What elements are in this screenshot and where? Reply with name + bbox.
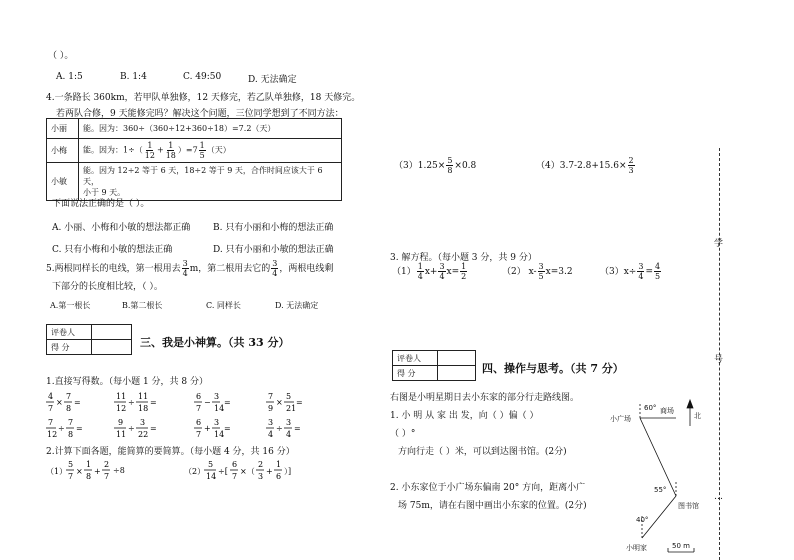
q5-line2: 下部分的长度相比较，（ ）。	[52, 282, 163, 292]
svg-text:6: 6	[232, 460, 238, 469]
q3-tail: （ ）。	[48, 51, 74, 61]
r-q1-line2: （ ）°	[390, 429, 416, 439]
eq1-label: （1）	[392, 267, 416, 277]
frac-num: 1	[461, 262, 467, 271]
svg-text:8: 8	[66, 404, 72, 413]
fraction	[538, 262, 545, 281]
svg-text:3: 3	[214, 418, 220, 427]
svg-text:11: 11	[116, 392, 127, 401]
grader-cell[interactable]	[92, 325, 132, 340]
grader-label: 评卷人	[393, 351, 438, 366]
svg-text:7: 7	[66, 392, 72, 401]
svg-text:14: 14	[206, 472, 217, 481]
svg-text:6: 6	[276, 472, 282, 481]
q5-option-c: C. 同样长	[206, 301, 241, 310]
eq2-tail: x=3.2	[545, 267, 573, 277]
svg-text:1: 1	[276, 460, 282, 469]
svg-text:22: 22	[138, 430, 149, 439]
method-text-a: 能。因为：1÷（	[83, 145, 143, 155]
svg-text:7: 7	[48, 418, 54, 427]
fraction	[438, 262, 445, 281]
r-s3: 3. 解方程。（每小题 3 分，共 9 分）	[390, 253, 537, 263]
student-name: 小丽	[47, 119, 79, 139]
frac-num: 1	[147, 141, 153, 150]
svg-text:3: 3	[140, 418, 146, 427]
svg-text:14: 14	[214, 430, 225, 439]
frac-num: 3	[538, 262, 544, 271]
calc-row	[46, 458, 336, 489]
svg-text:6: 6	[196, 392, 202, 401]
r-q1-line1: 1. 小 明 从 家 出 发，向（ ）偏（ ）	[390, 411, 539, 421]
fraction	[165, 141, 177, 160]
fraction	[271, 259, 278, 278]
table-row	[47, 119, 342, 139]
svg-text:7: 7	[232, 472, 238, 481]
method-text-c: （天）	[206, 145, 231, 155]
angle-60: 60°	[644, 404, 657, 412]
svg-text:4: 4	[48, 392, 54, 401]
svg-text:3: 3	[258, 472, 264, 481]
r-q1-line3: 方向行走（ ）米，可以到达图书馆。(2分)	[398, 447, 567, 457]
margin-char: 学	[714, 239, 724, 249]
frac-num: 1	[199, 141, 205, 150]
q3-option-b: B. 1:4	[120, 72, 147, 82]
frac-den: 12	[144, 151, 155, 160]
frac-den: 4	[417, 272, 423, 281]
svg-text:6: 6	[196, 418, 202, 427]
r-q4	[536, 156, 636, 175]
margin-char: 号	[714, 355, 724, 365]
q4-option-c: C. 只有小梅和小敏的想法正确	[52, 245, 173, 255]
svg-text:2: 2	[104, 460, 110, 469]
score-label: 得 分	[47, 340, 92, 355]
svg-text:3: 3	[214, 392, 220, 401]
score-cell[interactable]	[438, 366, 476, 381]
svg-text:7: 7	[268, 392, 274, 401]
s3-q2: 2.计算下面各题，能简算的要简算。（每小题 4 分，共 16 分）	[46, 447, 295, 457]
methods-table	[46, 118, 342, 201]
fraction	[460, 262, 467, 281]
svg-text:5: 5	[286, 392, 292, 401]
svg-text:14: 14	[214, 404, 225, 413]
svg-text:（1）: （1）	[46, 467, 68, 476]
svg-text:×（: ×（	[240, 467, 255, 476]
q5-text-c: ，两根电线剩	[279, 264, 334, 274]
q4-line2: 若两队合修，9 天能修完吗？解决这个问题，三位同学想到了不同方法：	[56, 109, 344, 119]
svg-text:3: 3	[268, 418, 274, 427]
svg-text:5: 5	[208, 460, 214, 469]
svg-text:+: +	[204, 424, 211, 433]
eq3: （3）x÷ $\frac{3}{4}$ = $\frac{4}{5}$	[600, 262, 661, 281]
svg-text:=: =	[224, 398, 231, 407]
svg-text:21: 21	[286, 404, 297, 413]
svg-text:3: 3	[286, 418, 292, 427]
svg-text:8: 8	[86, 472, 92, 481]
svg-text:8: 8	[68, 430, 74, 439]
r-q3	[394, 156, 476, 175]
method-text	[79, 163, 342, 201]
q5-line1	[46, 259, 333, 278]
fraction	[637, 262, 644, 281]
scale-label: 50 m	[672, 542, 690, 550]
svg-text:=: =	[76, 424, 83, 433]
frac-num: 3	[182, 259, 188, 268]
svg-text:+: +	[266, 467, 273, 476]
q4-line1: 4.一条路长 360km，若甲队单独修，12 天修完，若乙队单独修，18 天修完。	[46, 93, 361, 103]
svg-text:7: 7	[104, 472, 110, 481]
student-name: 小敏	[47, 163, 79, 201]
score-label: 得 分	[393, 366, 438, 381]
svg-text:=: =	[74, 398, 81, 407]
method-text-line1: 能。因为 12÷2 等于 6 天，18÷2 等于 9 天，合作时间应该大于 6 天，	[83, 166, 323, 186]
svg-text:−: −	[204, 398, 211, 407]
fraction	[628, 156, 635, 175]
svg-text:11: 11	[138, 392, 149, 401]
method-text-b: ）=7	[177, 145, 198, 155]
frac-num: 1	[168, 141, 174, 150]
frac-num: 3	[439, 262, 445, 271]
q5-option-d: D. 无法确定	[275, 301, 319, 310]
svg-text:18: 18	[138, 404, 149, 413]
frac-den: 8	[447, 166, 453, 175]
fraction	[654, 262, 661, 281]
score-box-3	[46, 324, 132, 355]
q5-option-b: B.第二根长	[122, 301, 163, 310]
svg-text:=: =	[150, 424, 157, 433]
frac-num: 3	[272, 259, 278, 268]
frac-num: 2	[628, 156, 634, 165]
north-label: 北	[694, 412, 701, 420]
svg-text:12: 12	[47, 430, 58, 439]
frac-den: 4	[439, 272, 445, 281]
method-text-line2: 小于 9 天。	[83, 188, 126, 197]
svg-text:÷[: ÷[	[218, 467, 228, 476]
student-name: 小梅	[47, 139, 79, 163]
fraction	[182, 259, 189, 278]
frac-den: 5	[199, 151, 205, 160]
svg-text:5: 5	[68, 460, 74, 469]
svg-text:1: 1	[86, 460, 92, 469]
r-q2-line2: 场 75m，请在右图中画出小东家的位置。(2分)	[398, 501, 587, 511]
q5-option-a: A.第一根长	[50, 301, 91, 310]
eq-row: （1） $\frac{1}{4}$ x+ $\frac{3}{4}$ x= $\frac{1}{2}$	[392, 262, 467, 281]
q4-option-a: A. 小丽、小梅和小敏的想法都正确	[52, 223, 191, 233]
q4-option-d: D. 只有小丽和小敏的想法正确	[213, 245, 334, 255]
shangchang-label: 商场	[660, 407, 674, 415]
q5-text-b: m，第二根用去它的	[189, 264, 271, 274]
table-row	[47, 163, 342, 201]
frac-den: 4	[182, 269, 188, 278]
grader-cell[interactable]	[438, 351, 476, 366]
score-cell[interactable]	[92, 340, 132, 355]
eq2	[502, 262, 573, 281]
svg-text:×: ×	[276, 398, 283, 407]
frac-num: 3	[638, 262, 644, 271]
svg-text:=: =	[294, 424, 301, 433]
frac-den: 3	[628, 166, 634, 175]
score-box-4	[392, 350, 476, 381]
svg-text:7: 7	[196, 430, 202, 439]
r-q3-tail: ×0.8	[454, 161, 477, 171]
frac-den: 18	[165, 151, 176, 160]
eq3-label: （3）x÷	[600, 267, 637, 277]
svg-text:9: 9	[268, 404, 274, 413]
q3-option-d: D. 无法确定	[248, 75, 297, 85]
svg-text:=: =	[150, 398, 157, 407]
frac-num: 4	[654, 262, 661, 271]
margin-char: …	[714, 492, 723, 502]
table-row	[47, 139, 342, 163]
calc-row-graphic	[46, 458, 336, 486]
svg-text:÷: ÷	[128, 398, 135, 407]
r-q4-text: （4）3.7-2.8+15.6×	[536, 161, 627, 171]
svg-text:9: 9	[118, 418, 124, 427]
svg-text:×: ×	[76, 467, 83, 476]
angle-55: 55°	[654, 486, 667, 494]
grader-label: 评卷人	[47, 325, 92, 340]
fraction	[417, 262, 424, 281]
angle-40: 40°	[636, 516, 649, 524]
calc2-tail: ）]	[284, 467, 292, 476]
svg-text:÷: ÷	[58, 424, 65, 433]
q3-option-a: A. 1:5	[56, 72, 83, 82]
frac-den: 5	[654, 272, 661, 281]
guangchang-label: 小广场	[610, 415, 631, 423]
section3-title: 三、我是小神算。（共 33 分）	[140, 336, 290, 349]
r-q3-text: （3）1.25×	[394, 161, 446, 171]
q4-option-b: B. 只有小丽和小梅的想法正确	[213, 223, 334, 233]
calc-grid-graphic	[46, 390, 316, 442]
method-text	[79, 139, 342, 163]
frac-num: 1	[417, 262, 423, 271]
frac-den: 4	[272, 269, 278, 278]
frac-den: 2	[461, 272, 467, 281]
plus-sign: +	[156, 145, 164, 155]
frac-num: 5	[447, 156, 453, 165]
frac-den: 4	[638, 272, 644, 281]
svg-text:×: ×	[56, 398, 63, 407]
section4-title: 四、操作与思考。（共 7 分）	[482, 362, 624, 375]
tushuguan-label: 图书馆	[678, 502, 699, 510]
method-text: 能。因为：360÷（360÷12+360÷18）=7.2（天）	[79, 119, 342, 139]
calc1-tail: ÷8	[113, 466, 125, 475]
svg-text:7: 7	[68, 418, 74, 427]
q5-text-a: 5.两根同样长的电线，第一根用去	[46, 264, 181, 274]
svg-text:+: +	[94, 467, 101, 476]
svg-text:4: 4	[286, 430, 292, 439]
q3-option-c: C. 49:50	[183, 72, 222, 82]
svg-text:7: 7	[68, 472, 74, 481]
svg-text:÷: ÷	[128, 424, 135, 433]
svg-text:=: =	[224, 424, 231, 433]
calc-grid	[46, 390, 316, 445]
fraction	[199, 141, 206, 160]
svg-text:7: 7	[196, 404, 202, 413]
xiaomingjia-label: 小明家	[626, 544, 647, 552]
fraction	[144, 141, 156, 160]
svg-text:7: 7	[48, 404, 54, 413]
eq2-label: （2） x-	[502, 267, 537, 277]
svg-text:（2）: （2）	[184, 467, 206, 476]
svg-text:÷: ÷	[276, 424, 283, 433]
r-q2-line1: 2. 小东家位于小广场东偏南 20° 方向，距离小广	[390, 483, 586, 493]
r-intro: 右图是小明星期日去小东家的部分行走路线图。	[390, 393, 580, 403]
svg-text:2: 2	[258, 460, 264, 469]
s3-q1: 1.直接写得数。（每小题 1 分，共 8 分）	[46, 377, 208, 387]
svg-text:4: 4	[268, 430, 274, 439]
svg-text:11: 11	[116, 430, 127, 439]
svg-text:12: 12	[116, 404, 127, 413]
q4-ask: 下面说法正确的是（ ）。	[52, 199, 150, 209]
fraction	[446, 156, 453, 175]
svg-text:=: =	[296, 398, 303, 407]
frac-den: 5	[538, 272, 544, 281]
route-map	[598, 396, 718, 560]
